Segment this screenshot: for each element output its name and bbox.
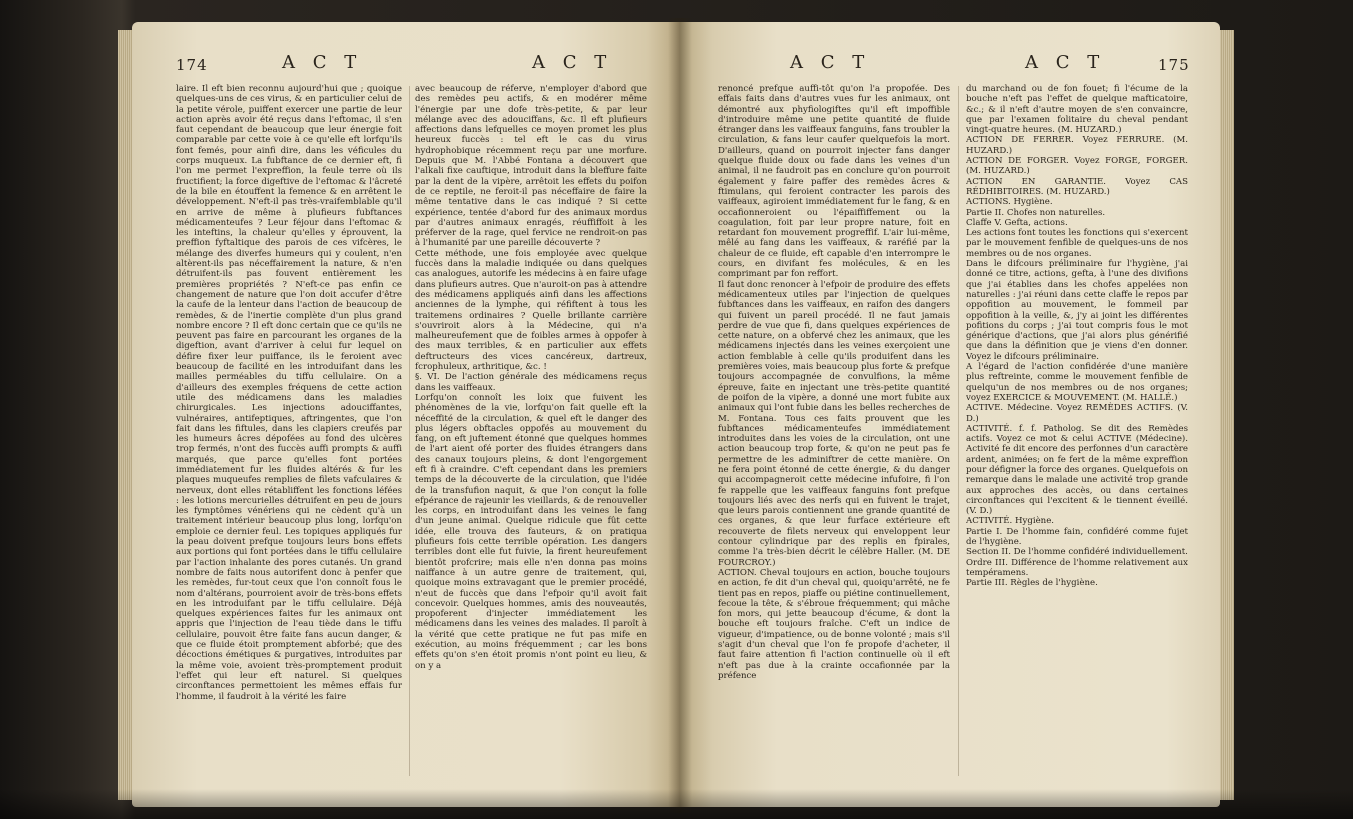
book-gutter [668,18,692,813]
right-page-column-1: renoncé prefque auffi-tôt qu'on l'a propofée. Des effais faits dans d'autres vues fur les animaux, ont démontré aux phyfiologiftes qu'il eft impoffible d'introduire même une petite quantité de fluide étranger dans les vaiffeaux fanguins, fans troubler la circulation, & fans leur caufer quelquefois la mort. D'ailleurs, quand on pourroit injecter fans danger quelque fluide doux ou fade dans les veines d'un animal, il ne faudroit pas en conclure qu'on pourroit également y faire paffer des remèdes âcres & ftimulans, qui feroient contracter les parois des vaiffeaux, agiroient immédiatement fur le fang, & en occafionneroient ou l'épaiffiffement ou la coagulation, foit par leur propre nature, foit en retardant fon mouvement progreffif. L'air lui-même, mêlé au fang dans les vaiffeaux, & raréfié par la chaleur de ce fluide, eft capable d'en interrompre le cours, en divifant fes molécules, & en les comprimant par fon reffort. Il faut donc renoncer à l'efpoir de produire des effets médicamenteux utiles par l'injection de quelques fubftances dans les vaiffeaux, en raifon des dangers qui fuivent un pareil procédé. Il ne faut jamais perdre de vue que fi, dans quelques expériences de cette nature, on a obfervé chez les animaux, que les médicamens injectés dans les veines exerçoient une action femblable à celle qu'ils produifent dans les premières voies, mais beaucoup plus forte & prefque toujours accompagnée de convulfions, la même épreuve, faite en injectant une très-petite quantité de poifon de la vipère, a donné une mort fubite aux animaux qui l'ont fubie dans les belles recherches de M. Fontana. Tous ces faits prouvent que les fubftances médicamenteufes immédiatement introduites dans les voies de la circulation, ont une action beaucoup trop forte, & qu'on ne peut pas fe permettre de les adminiftrer de cette manière. On ne fera point étonné de cette énergie, & du danger qui accompagneroit cette médecine infufoire, fi l'on fe rappelle que les vaiffeaux fanguins font prefque toujours liés avec des nerfs qui en fuivent le trajet, que leurs parois contiennent une grande quantité de ces organes, & que leur furface extérieure eft recouverte de filets nerveux qui enveloppent leur contour cylindrique par des replis en fpirales, comme l'a très-bien décrit le célèbre Haller. (M. DE FOURCROY.) ACTION. Cheval toujours en action, bouche toujours en action, fe dit d'un cheval qui, quoiqu'arrêté, ne fe tient pas en repos, piaffe ou piétine continuellement, fecoue la tête, & s'ébroue fréquemment; qui mâche fon mors, qui jette beaucoup d'écume, & dont la bouche eft toujours fraîche. C'eft un indice de vigueur, d'impatience, ou de bonne volonté ; mais s'il s'agit d'un cheval que l'on fe propofe d'acheter, il faut faire attention fi l'action continuelle où il eft n'eft pas due à la crainte occafionnée par la préfence [718,84,950,681]
right-page [680,22,1220,807]
left-page-column-2: avec beaucoup de réferve, n'employer d'abord que des remèdes peu actifs, & en modérer même l'énergie par une dofe très-petite, & par leur mélange avec des adouciffans, &c. Il eft plufieurs affections dans lefquelles ce moyen promet les plus heureux fuccès : tel eft le cas du virus hydrophobique récemment reçu par une morfure. Depuis que M. l'Abbé Fontana a découvert que l'alkali fixe cauftique, introduit dans la bleffure faite par la dent de la vipère, arrêtoit les effets du poifon de ce reptile, ne feroit-il pas néceffaire de faire la même tentative dans le cas indiqué ? Si cette expérience, tentée d'abord fur des animaux mordus par d'autres animaux enragés, réuffiffoit à les préferver de la rage, quel fervice ne rendroit-on pas à l'humanité par une pareille découverte ? Cette méthode, une fois employée avec quelque fuccès dans la maladie indiquée ou dans quelques cas analogues, autorife les médecins à en faire ufage dans plufieurs autres. Que n'auroit-on pas à attendre des médicamens appliqués ainfi dans les affections anciennes de la lymphe, qui réfiftent à tous les traitemens ordinaires ? Quelle brillante carrière s'ouvriroit alors à la Médecine, qui n'a malheureufement que de foibles armes à oppofer à des maux terribles, & en particulier aux effets deftructeurs des vices cancéreux, dartreux, fcrophuleux, arthritique, &c. ! §. VI. De l'action générale des médicamens reçus dans les vaiffeaux. Lorfqu'on connoît les loix que fuivent les phénomènes de la vie, lorfqu'on fait quelle eft la néceffité de la circulation, & quel eft le danger des plus légers obftacles oppofés au mouvement du fang, on eft juftement étonné que quelques hommes de l'art aient ofé porter des fluides étrangers dans des canaux toujours pleins, & dont l'engorgement eft fi à craindre. C'eft cependant dans les premiers temps de la découverte de la circulation, que l'idée de la transfufion naquit, & que l'on conçut la folle efpérance de rajeunir les vieillards, & de renouveller les corps, en introduifant dans les veines le fang d'un jeune animal. Quelque ridicule que fût cette idée, elle trouva des fauteurs, & on pratiqua plufieurs fois cette terrible opération. Les dangers terribles dont elle fut fuivie, la firent heureufement bientôt profcrire; mais elle n'en donna pas moins naiffance à un autre genre de traitement, qui, quoique moins extravagant que le premier procédé, n'eut de fuccès que dans l'efpoir qu'il avoit fait concevoir. Quelques hommes, amis des nouveautés, propoferent d'injecter immédiatement les médicamens dans les veines des malades. Il paroît à la vérité que cette pratique ne fut pas mife en exécution, au moins fréquemment ; car les bons effets qu'on s'en étoit promis n'ont point eu lieu, & on y a [415,84,647,671]
running-head-left-2: A C T [532,52,613,73]
running-head-right-1: A C T [790,52,871,73]
column-rule-right [958,86,959,776]
page-number-right: 175 [1158,56,1190,74]
right-page-edge [1220,30,1234,800]
left-page [132,22,680,807]
left-page-column-1: laire. Il eft bien reconnu aujourd'hui que ; quoique quelques-uns de ces virus, & en particulier celui de la petite vérole, puiffent exercer une partie de leur action après avoir été reçus dans l'eftomac, il s'en faut cependant de beaucoup que leur énergie foit comparable par cette voie à ce qu'elle eft lorfqu'ils font femés, pour ainfi dire, dans les véficules du corps muqueux. La fubftance de ce dernier eft, fi l'on me permet l'expreffion, la feule terre où ils fructifient; la force digeftive de l'eftomac & l'âcreté de la bile en étouffent la femence & en arrêtent le développement. N'eft-il pas très-vraifemblable qu'il en arrive de même à plufieurs fubftances médicamenteufes ? Leur féjour dans l'eftomac & les inteftins, la chaleur qu'elles y éprouvent, la preffion fyftaltique des parois de ces vifcères, le mélange des diverfes humeurs qui y coulent, n'en altèrent-ils pas néceffairement la nature, & n'en détruifent-ils pas fouvent entièrement les premières propriétés ? N'eft-ce pas enfin ce changement de nature que l'on doit accufer d'être la caufe de la lenteur dans l'action de beaucoup de remèdes, & de l'inertie complète d'un plus grand nombre encore ? Il eft donc certain que ce qu'ils ne peuvent pas faire en parcourant les organes de la digeftion, avant d'arriver à celui fur lequel on défire fixer leur puiffance, ils le feroient avec beaucoup de facilité en les introduifant dans les mailles perméables du tiffu cellulaire. On a d'ailleurs des exemples fréquens de cette action utile des médicamens dans les maladies chirurgicales. Les injections adouciffantes, vulnéraires, antifeptiques, aftringentes, que l'on fait dans les fiftules, dans les clapiers creufés par les humeurs âcres dépofées au fond des ulcères trop fermés, n'ont des fuccès auffi prompts & auffi marqués, que parce qu'elles font portées immédiatement fur les fluides altérés & fur les plaques muqueufes remplies de filets vafculaires & nerveux, dont elles rétabliffent les fonctions léfées : les lotions mercurielles détruifent en peu de jours les fymptômes vénériens qui ne cèdent qu'à un traitement intérieur beaucoup plus long, lorfqu'on emploie ce dernier feul. Les topiques appliqués fur la peau doivent prefque toujours leurs bons effets aux portions qui font portées dans le tiffu cellulaire par l'action inhalante des pores cutanés. Un grand nombre de faits nous autorifent donc à penfer que les remèdes, fur-tout ceux que l'on connoît fous le nom d'altérans, pourroient avoir de très-bons effets en les introduifant par le tiffu cellulaire. Déjà quelques expériences faites fur les animaux ont appris que l'injection de l'eau tiède dans le tiffu cellulaire, pouvoit être faite fans aucun danger, & que ce fluide étoit promptement abforbé; que des décoctions émétiques & purgatives, introduites par la même voie, avoient très-promptement produit l'effet qui leur eft naturel. Si quelques circonftances permettoient les mêmes effais fur l'homme, il faudroit à la vérité les faire [176,84,402,702]
left-page-header [132,52,680,78]
right-page-column-2: du marchand ou de fon fouet; fi l'écume de la bouche n'eft pas l'effet de quelque mafticatoire, &c.; & il n'eft d'autre moyen de s'en convaincre, que par l'examen folitaire du cheval pendant vingt-quatre heures. (M. HUZARD.) ACTION DE FERRER. Voyez FERRURE. (M. HUZARD.) ACTION DE FORGER. Voyez FORGE, FORGER. (M. HUZARD.) ACTION EN GARANTIE. Voyez CAS RÉDHIBITOIRES. (M. HUZARD.) ACTIONS. Hygiène. Partie II. Chofes non naturelles. Claffe V. Gefta, actions. Les actions font toutes les fonctions qui s'exercent par le mouvement fenfible de quelques-uns de nos membres ou de nos organes. Dans le difcours préliminaire fur l'hygiène, j'ai donné ce titre, actions, gefta, à l'une des divifions que j'ai établies dans les chofes appelées non naturelles : j'ai réuni dans cette claffe le repos par oppofition au mouvement, le fommeil par oppofition à la veille, &, j'y ai joint les différentes pofitions du corps ; j'ai tout compris fous le mot générique d'actions, que j'ai alors plus générifié que dans la définition que je viens d'en donner. Voyez le difcours préliminaire. A l'égard de l'action confidérée d'une manière plus reftreinte, comme le mouvement fenfible de quelqu'un de nos membres ou de nos organes; voyez EXERCICE & MOUVEMENT. (M. HALLÉ.) ACTIVE. Médecine. Voyez REMÈDES ACTIFS. (V. D.) ACTIVITÉ. f. f. Patholog. Se dit des Remèdes actifs. Voyez ce mot & celui ACTIVE (Médecine). Activité fe dit encore des perfonnes d'un caractère ardent, animées; on fe fert de la même expreffion pour défigner la force des organes. Quelquefois on remarque dans le malade une activité trop grande aux approches des accès, ou dans certaines circonftances qui l'excitent & le tiennent éveillé. (V. D.) ACTIVITÉ. Hygiène. Partie I. De l'homme fain, confidéré comme fujet de l'hygiène. Section II. De l'homme confidéré individuellement. Ordre III. Différence de l'homme relativement aux tempéramens. Partie III. Règles de l'hygiène. [966,84,1188,589]
left-page-edge [118,30,132,800]
running-head-right-2: A C T [1025,52,1106,73]
bottom-shadow [0,789,1353,819]
right-page-header [680,52,1220,78]
column-rule-left [409,86,410,776]
page-number-left: 174 [176,56,208,74]
running-head-left-1: A C T [282,52,363,73]
